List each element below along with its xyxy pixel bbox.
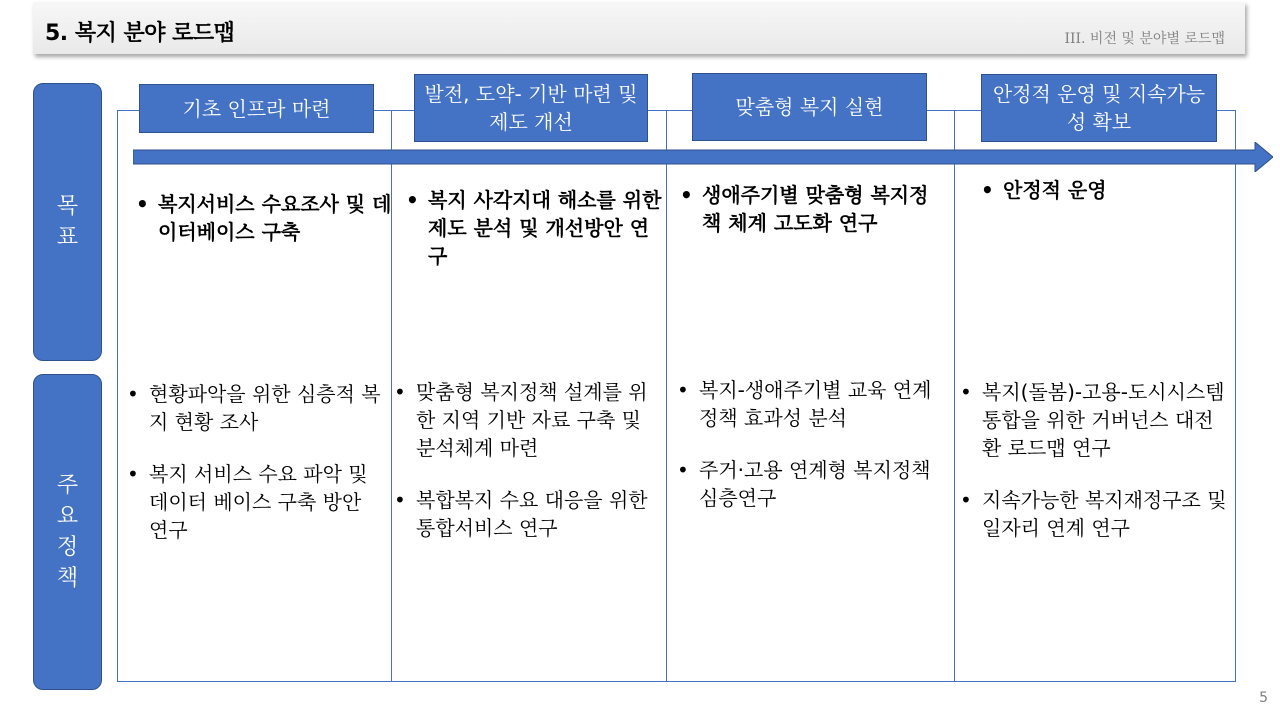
policy-item (950, 486, 1230, 542)
goal-item (670, 181, 946, 237)
bullet-icon: • (394, 380, 406, 404)
policy-row-label-text (56, 470, 80, 594)
goal-row-label-text (56, 191, 80, 253)
policy-item (384, 378, 664, 462)
policy-text: 현황파악을 위한 심층적 복지 현황 조사 (149, 382, 381, 434)
goal-cell-4 (971, 176, 1231, 204)
bullet-icon: • (127, 382, 139, 406)
bullet-icon: • (406, 188, 419, 212)
policy-cell-2 (384, 378, 664, 566)
phase-3-box (692, 73, 927, 141)
page-number: 5 (1259, 690, 1268, 706)
policy-text: 복합복지 수요 대응을 위한 통합서비스 연구 (416, 488, 648, 540)
bullet-icon: • (677, 378, 689, 402)
policy-item (384, 486, 664, 542)
policy-item (667, 376, 951, 432)
phase-2-title: 발전, 도약- 기반 마련 및 제도 개선 (424, 82, 638, 134)
section-subtitle: III. 비전 및 분야별 로드맵 (1064, 31, 1225, 47)
goal-item (971, 176, 1231, 204)
side-label-char: 목 (56, 194, 79, 219)
bullet-icon: • (960, 380, 972, 404)
policy-cell-1 (117, 380, 385, 568)
policy-text: 복지-생애주기별 교육 연계 정책 효과성 분석 (699, 378, 932, 430)
phase-1-box (139, 84, 374, 133)
goal-item (396, 186, 666, 270)
policy-text: 복지 서비스 수요 파악 및 데이터 베이스 구축 방안 연구 (149, 462, 368, 542)
side-label-char: 책 (56, 566, 79, 591)
goal-text: 안정적 운영 (1003, 178, 1107, 202)
bullet-icon: • (960, 488, 972, 512)
policy-cell-4 (950, 378, 1230, 566)
bullet-icon: • (127, 462, 139, 486)
policy-item (667, 456, 951, 512)
bullet-icon: • (680, 183, 693, 207)
phase-3-title: 맞춤형 복지 실현 (735, 95, 884, 119)
phase-4-title: 안정적 운영 및 지속가능성 확보 (992, 82, 1206, 134)
goal-cell-2 (396, 186, 666, 270)
side-label-char: 정 (56, 535, 79, 560)
policy-text: 맞춤형 복지정책 설계를 위한 지역 기반 자료 구축 및 분석체계 마련 (416, 380, 648, 460)
policy-item (117, 460, 385, 544)
goal-text: 복지서비스 수요조사 및 데이터베이스 구축 (158, 192, 392, 244)
policy-text: 지속가능한 복지재정구조 및 일자리 연계 연구 (982, 488, 1227, 540)
bullet-icon: • (136, 192, 149, 216)
goal-row-label (33, 83, 102, 361)
phase-4-box (981, 74, 1217, 142)
bullet-icon: • (677, 458, 689, 482)
goal-cell-1 (126, 190, 394, 246)
slide-title: 5. 복지 분야 로드맵 (45, 21, 235, 46)
policy-item (950, 378, 1230, 462)
goal-item (126, 190, 394, 246)
goal-cell-3 (670, 181, 946, 237)
side-label-char: 요 (56, 504, 79, 529)
slide-header (33, 2, 1245, 54)
policy-text: 주거·고용 연계형 복지정책 심층연구 (699, 458, 931, 510)
goal-text: 복지 사각지대 해소를 위한 제도 분석 및 개선방안 연구 (428, 188, 662, 268)
phase-2-box (414, 74, 648, 142)
side-label-char: 주 (56, 473, 79, 498)
policy-cell-3 (667, 376, 951, 536)
side-label-char: 표 (56, 225, 79, 250)
phase-1-title: 기초 인프라 마련 (182, 96, 331, 121)
policy-row-label (33, 374, 102, 690)
timeline-arrow-icon (133, 142, 1273, 172)
policy-item (117, 380, 385, 436)
bullet-icon: • (981, 178, 994, 202)
bullet-icon: • (394, 488, 406, 512)
goal-text: 생애주기별 맞춤형 복지정책 체계 고도화 연구 (702, 183, 929, 235)
policy-text: 복지(돌봄)-고용-도시시스템 통합을 위한 거버넌스 대전환 로드맵 연구 (982, 380, 1225, 460)
